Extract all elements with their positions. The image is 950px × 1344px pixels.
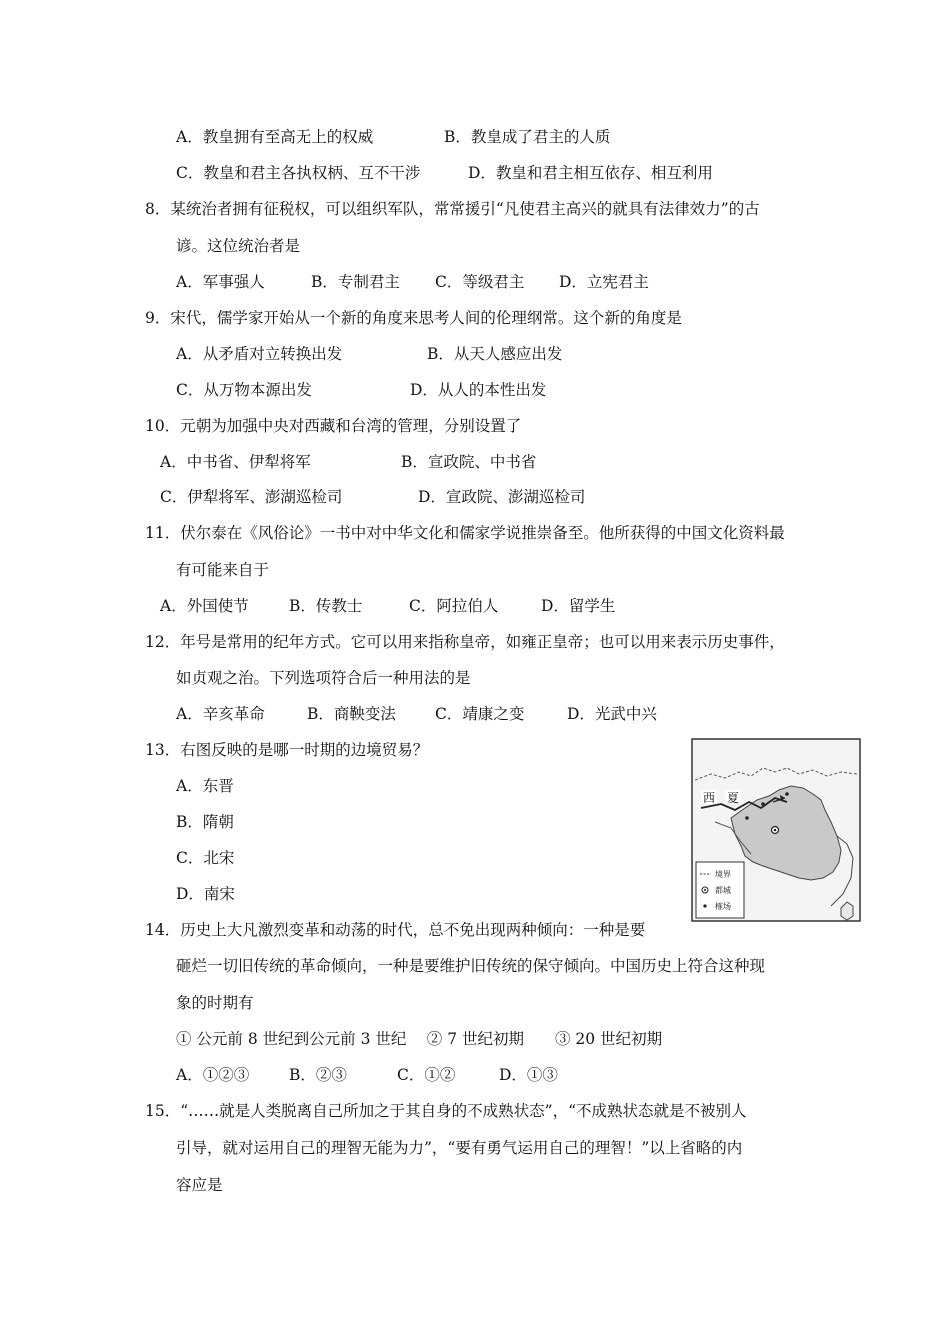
q15-stem-line3: 容应是 (176, 1176, 223, 1194)
q12-option-c: C．靖康之变 (435, 705, 525, 723)
q11-option-a: A．外国使节 (160, 597, 249, 615)
q14-stem-line2: 砸烂一切旧传统的革命倾向，一种是要维护旧传统的保守倾向。中国历史上符合这种现 (176, 957, 766, 975)
legend-border-label: 境界 (715, 870, 731, 879)
q9-option-d: D．从人的本性出发 (410, 381, 547, 399)
q14-option-b: B．②③ (289, 1066, 347, 1084)
q10-option-c: C．伊犁将军、澎湖巡检司 (160, 488, 343, 506)
q14-items: ① 公元前 8 世纪到公元前 3 世纪 ② 7 世纪初期 ③ 20 世纪初期 (176, 1030, 663, 1048)
q14-option-c: C．①② (397, 1066, 456, 1084)
q15-stem-line1: 15．“……就是人类脱离自己所加之于其自身的不成熟状态”，“不成熟状态就是不被别人 (145, 1102, 747, 1120)
legend-capital-label: 都城 (715, 886, 731, 895)
q14-stem-line3: 象的时期有 (176, 994, 254, 1012)
q11-option-c: C．阿拉伯人 (409, 597, 499, 615)
q9-option-a: A．从矛盾对立转换出发 (176, 345, 343, 363)
q8-option-d: D．立宪君主 (559, 273, 649, 291)
q11-option-b: B．传教士 (289, 597, 363, 615)
q13-option-d: D．南宋 (176, 885, 235, 903)
q9-stem: 9．宋代，儒学家开始从一个新的角度来思考人间的伦理纲常。这个新的角度是 (145, 309, 682, 327)
border-trade-map (691, 738, 861, 922)
q11-stem-line1: 11．伏尔泰在《风俗论》一书中对中华文化和儒家学说推崇备至。他所获得的中国文化资料最 (145, 524, 785, 542)
q11-option-d: D．留学生 (541, 597, 616, 615)
q8-option-a: A．军事强人 (176, 273, 265, 291)
q14-option-d: D．①③ (499, 1066, 558, 1084)
q14-option-a: A．①②③ (176, 1066, 250, 1084)
q13-option-c: C．北宋 (176, 849, 235, 867)
q8-stem-line1: 8．某统治者拥有征税权，可以组织军队，常常援引“凡使君主高兴的就具有法律效力”的古 (145, 200, 760, 218)
q7-option-a: A．教皇拥有至高无上的权威 (176, 128, 374, 146)
q7-option-d: D．教皇和君主相互依存、相互利用 (468, 164, 713, 182)
q14-stem-line1: 14．历史上大凡激烈变革和动荡的时代，总不免出现两种倾向：一种是要 (145, 921, 646, 939)
q7-option-c: C．教皇和君主各执权柄、互不干涉 (176, 164, 421, 182)
q10-option-a: A．中书省、伊犁将军 (160, 453, 311, 471)
q13-option-a: A．东晋 (176, 777, 234, 795)
q10-option-b: B．宣政院、中书省 (401, 453, 537, 471)
q13-option-b: B．隋朝 (176, 813, 234, 831)
q10-stem: 10．元朝为加强中央对西藏和台湾的管理，分别设置了 (145, 417, 522, 435)
legend-market-label: 榷场 (715, 902, 731, 911)
q8-option-b: B．专制君主 (311, 273, 400, 291)
q12-stem-line2: 如贞观之治。下列选项符合后一种用法的是 (176, 669, 471, 687)
q15-stem-line2: 引导，就对运用自己的理智无能为力”，“要有勇气运用自己的理智！”以上省略的内 (176, 1139, 743, 1157)
map-label-xia: 夏 (727, 791, 740, 805)
q13-stem: 13．右图反映的是哪一时期的边境贸易？ (145, 741, 429, 759)
q12-option-b: B．商鞅变法 (307, 705, 396, 723)
q12-option-a: A．辛亥革命 (176, 705, 265, 723)
q12-stem-line1: 12．年号是常用的纪年方式。它可以用来指称皇帝，如雍正皇帝；也可以用来表示历史事件， (145, 633, 785, 651)
map-label-xi: 西 (703, 791, 716, 805)
q9-option-c: C．从万物本源出发 (176, 381, 312, 399)
q11-stem-line2: 有可能来自于 (176, 561, 270, 579)
legend-market-symbol (703, 904, 706, 907)
q7-option-b: B．教皇成了君主的人质 (444, 128, 611, 146)
q9-option-b: B．从天人感应出发 (427, 345, 563, 363)
q8-option-c: C．等级君主 (435, 273, 525, 291)
q8-stem-line2: 谚。这位统治者是 (176, 237, 301, 255)
q12-option-d: D．光武中兴 (567, 705, 657, 723)
q10-option-d: D．宣政院、澎湖巡检司 (418, 488, 586, 506)
